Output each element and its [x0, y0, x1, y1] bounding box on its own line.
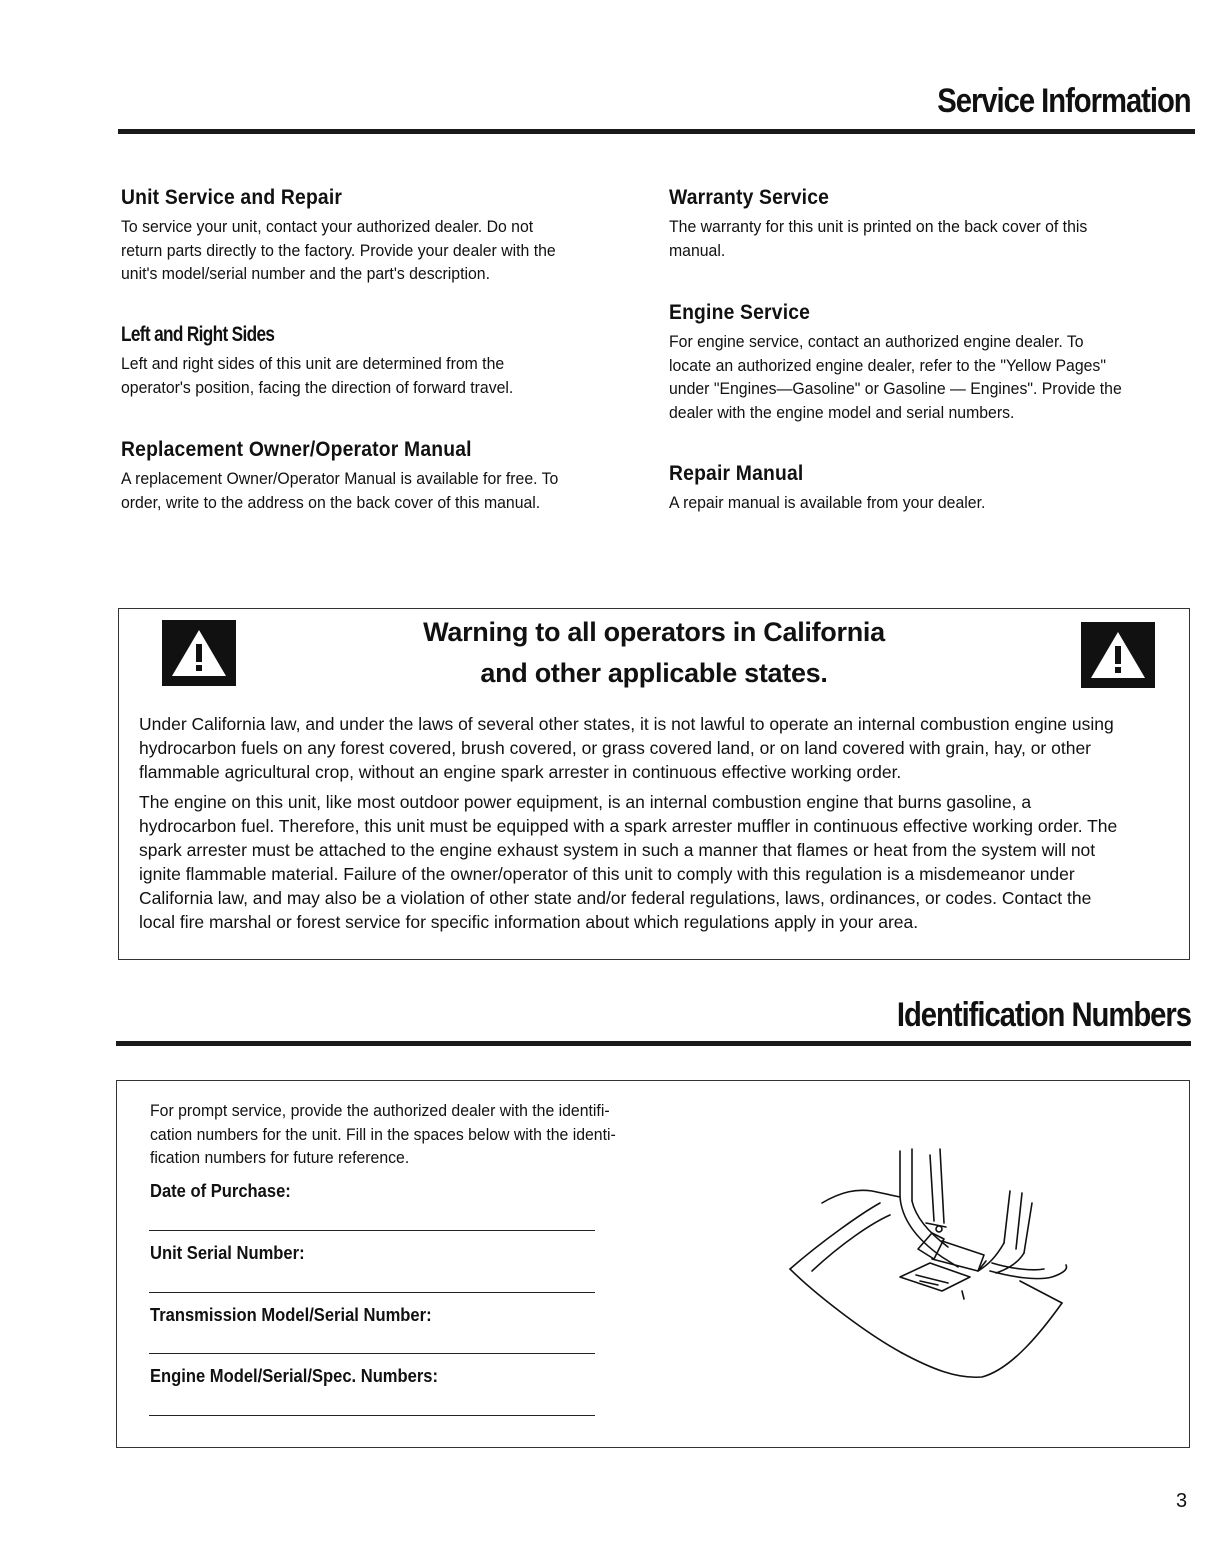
engine-service-text: For engine service, contact an authorized engine dealer. To locate an authorized engine dealer, refer to the "Yellow Pages" under "Engines—Gasoline" or Gasoline — Engines". Provide the dealer with the engine model and serial numbers. — [669, 332, 1122, 422]
identification-intro: For prompt service, provide the authorized dealer with the identifi- cation numbers for the unit. Fill in the spaces below with the identi- fication numbers for future reference. — [150, 1101, 616, 1167]
california-warning-box — [118, 608, 1190, 960]
unit-service-heading: Unit Service and Repair — [121, 186, 343, 209]
unit-service-section — [121, 186, 661, 286]
left-right-sides-text: Left and right sides of this unit are determined from the operator's position, facing the direction of forward travel. — [121, 354, 514, 397]
engine-numbers-line[interactable] — [149, 1415, 595, 1416]
header-rule — [118, 129, 1195, 134]
replacement-manual-section — [121, 438, 661, 514]
replacement-manual-heading: Replacement Owner/Operator Manual — [121, 438, 472, 461]
unit-serial-number-label: Unit Serial Number: — [150, 1243, 305, 1263]
identification-numbers-title: Identification Numbers — [896, 996, 1191, 1034]
left-right-sides-section — [121, 323, 661, 399]
warning-title-line-2: and other applicable states. — [480, 658, 828, 688]
engine-numbers-label: Engine Model/Serial/Spec. Numbers: — [150, 1366, 439, 1386]
warning-paragraph-1: Under California law, and under the laws of several other states, it is not lawful to operate an internal combustion engine using hydrocarbon fuels on any forest covered, brush covered, or grass covered land, or on land covered with grain, hay, or other flammable agricultural crop, without an engine spark arrester in continuous effective working order. — [139, 714, 1114, 782]
repair-manual-heading: Repair Manual — [669, 462, 804, 485]
transmission-number-label: Transmission Model/Serial Number: — [150, 1305, 432, 1325]
identification-box — [116, 1080, 1190, 1448]
transmission-number-line[interactable] — [149, 1353, 595, 1354]
identification-rule — [116, 1041, 1191, 1046]
page-number: 3 — [1176, 1490, 1188, 1512]
warning-paragraph-2: The engine on this unit, like most outdoor power equipment, is an internal combustion engine that burns gasoline, a hydrocarbon fuel. Therefore, this unit must be equipped with a spark arrester muffler in continuous effective working order. The spark arrester must be attached to the engine exhaust system in such a manner that flames or heat from the system will not ignite flammable material. Failure of the owner/operator of this unit to comply with this regulation is a misdemeanor under California law, and may also be a violation of other state and/or federal regulations, laws, ordinances, or codes. Contact the local fire marshal or forest service for specific information about which regulations apply in your area. — [139, 792, 1118, 932]
warranty-service-text: The warranty for this unit is printed on the back cover of this manual. — [669, 217, 1088, 260]
warranty-service-section — [669, 186, 1209, 262]
left-right-sides-heading: Left and Right Sides — [121, 323, 275, 346]
date-of-purchase-label: Date of Purchase: — [150, 1181, 291, 1201]
engine-service-heading: Engine Service — [669, 301, 811, 324]
unit-service-text: To service your unit, contact your authorized dealer. Do not return parts directly to the factory. Provide your dealer with the unit's model/serial number and the part's description. — [121, 217, 556, 283]
serial-plate-location-illustration — [782, 1131, 1082, 1391]
repair-manual-text: A repair manual is available from your dealer. — [669, 493, 986, 512]
unit-serial-number-line[interactable] — [149, 1292, 595, 1293]
date-of-purchase-line[interactable] — [149, 1230, 595, 1231]
engine-service-section — [669, 301, 1209, 424]
service-information-title: Service Information — [937, 82, 1191, 120]
warranty-service-heading: Warranty Service — [669, 186, 830, 209]
repair-manual-section — [669, 462, 1209, 515]
replacement-manual-text: A replacement Owner/Operator Manual is available for free. To order, write to the address on the back cover of this manual. — [121, 469, 559, 512]
warning-title-line-1: Warning to all operators in California — [423, 617, 885, 647]
